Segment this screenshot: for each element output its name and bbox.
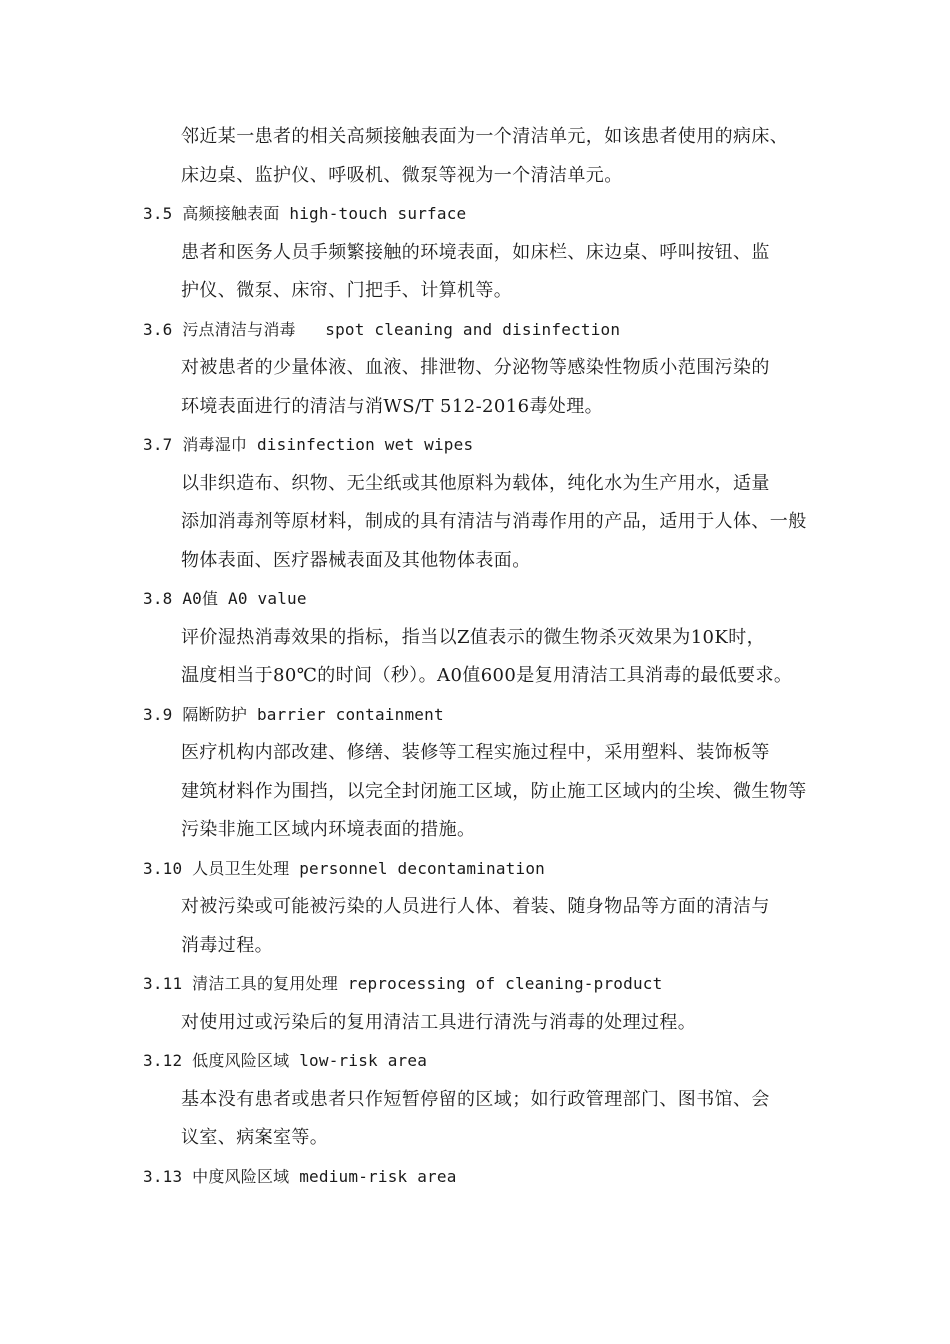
paragraph-line: 议室、病案室等。 xyxy=(181,1127,329,1148)
section-heading: 3.6 污点清洁与消毒 spot cleaning and disinfection xyxy=(143,319,621,339)
section-heading: 3.7 消毒湿巾 disinfection wet wipes xyxy=(143,435,474,454)
section-heading: 3.13 中度风险区域 medium-risk area xyxy=(143,1166,457,1186)
paragraph-line: 环境表面进行的清洁与消WS/T 512-2016毒处理。 xyxy=(181,395,604,417)
body-paragraph xyxy=(143,465,823,581)
paragraph-line: 评价湿热消毒效果的指标，指当以Z值表示的微生物杀灭效果为10K时， xyxy=(181,626,766,648)
body-paragraph xyxy=(143,734,823,850)
paragraph-line: 护仪、微泵、床帘、门把手、计算机等。 xyxy=(181,280,513,301)
paragraph-line: 床边桌、监护仪、呼吸机、微泵等视为一个清洁单元。 xyxy=(181,164,623,186)
paragraph-line: 对使用过或污染后的复用清洁工具进行清洗与消毒的处理过程。 xyxy=(181,1011,697,1033)
body-paragraph xyxy=(143,234,823,311)
section-heading: 3.8 A0值 A0 value xyxy=(143,589,307,608)
section-heading: 3.5 高频接触表面 high-touch surface xyxy=(143,204,467,223)
paragraph-line: 污染非施工区域内环境表面的措施。 xyxy=(181,819,476,840)
body-paragraph xyxy=(143,118,823,195)
paragraph-line: 消毒过程。 xyxy=(181,934,273,956)
body-paragraph xyxy=(143,349,823,426)
paragraph-line: 医疗机构内部改建、修缮、装修等工程实施过程中，采用塑料、装饰板等 xyxy=(181,742,770,763)
paragraph-line: 建筑材料作为围挡，以完全封闭施工区域，防止施工区域内的尘埃、微生物等 xyxy=(181,780,807,802)
body-paragraph xyxy=(143,1081,823,1158)
body-paragraph xyxy=(143,888,823,965)
paragraph-line: 以非织造布、织物、无尘纸或其他原料为载体，纯化水为生产用水，适量 xyxy=(181,472,770,494)
body-paragraph xyxy=(143,1004,823,1043)
body-paragraph xyxy=(143,619,823,696)
paragraph-line: 温度相当于80℃的时间（秒）。A0值600是复用清洁工具消毒的最低要求。 xyxy=(181,665,793,686)
paragraph-line: 基本没有患者或患者只作短暂停留的区域；如行政管理部门、图书馆、会 xyxy=(181,1088,770,1110)
document-body xyxy=(143,118,823,1196)
section-heading: 3.10 人员卫生处理 personnel decontamination xyxy=(143,858,546,878)
paragraph-line: 对被患者的少量体液、血液、排泄物、分泌物等感染性物质小范围污染的 xyxy=(181,357,770,378)
paragraph-line: 患者和医务人员手频繁接触的环境表面，如床栏、床边桌、呼叫按钮、监 xyxy=(181,241,770,263)
paragraph-line: 物体表面、医疗器械表面及其他物体表面。 xyxy=(181,549,531,571)
paragraph-line: 添加消毒剂等原材料，制成的具有清洁与消毒作用的产品，适用于人体、一般 xyxy=(181,511,807,532)
section-heading: 3.11 清洁工具的复用处理 reprocessing of cleaning-product xyxy=(143,974,663,993)
paragraph-line: 邻近某一患者的相关高频接触表面为一个清洁单元，如该患者使用的病床、 xyxy=(181,126,789,147)
paragraph-line: 对被污染或可能被污染的人员进行人体、着装、随身物品等方面的清洁与 xyxy=(181,896,770,917)
section-heading: 3.9 隔断防护 barrier containment xyxy=(143,704,444,724)
section-heading: 3.12 低度风险区域 low-risk area xyxy=(143,1051,428,1070)
